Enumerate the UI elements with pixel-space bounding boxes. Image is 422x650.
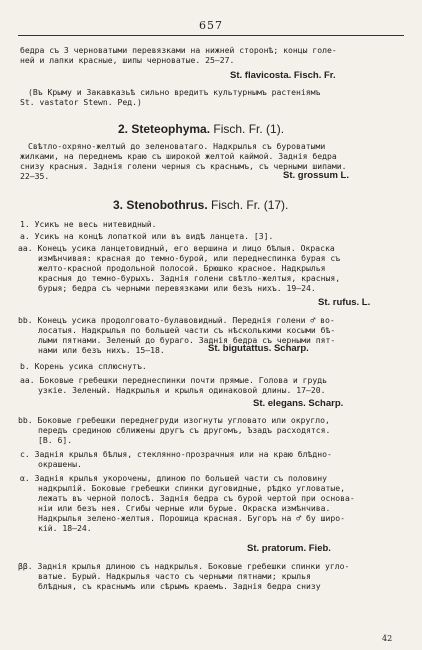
text-line: лыми пятнами. Зеленый до бураго. Заднія бедра съ черными пят- (38, 335, 336, 345)
text-line: нами или безъ нихъ. 15—18. (38, 345, 165, 355)
text-line: α. Заднія крылья укорочены, длиною по большей части съ половину (20, 473, 327, 483)
species-name: St. flavicosta. Fisch. Fr. (230, 70, 336, 81)
text-line: bb. Конецъ усика продолговато-булавовидный. Переднія голени ♂ во- (18, 315, 335, 325)
text-line: a. Усикъ на концѣ лопаткой или въ видѣ ланцета. [3]. (20, 231, 274, 241)
text-line: лосатыя. Надкрылья по большей части съ нѣсколькими косыми бѣ- (38, 325, 336, 335)
page-number: 657 (199, 19, 223, 32)
text-line: окрашены. (38, 459, 82, 469)
text-line: 1. Усикъ не весь нитевидный. (20, 219, 157, 229)
text-line: ней и лапки красные, шипы черноватые. 25—27. (20, 55, 235, 65)
text-line: ватые. Бурый. Надкрылья часто съ черными пятнами; крылья (38, 571, 311, 581)
text-line: передъ срединою сближены другъ съ другомъ, Ъзадъ расходятся. (38, 425, 331, 435)
text-line: бурыя; бедра съ черными перевязками или безъ нихъ. 19—24. (38, 283, 316, 293)
text-line: снизу красныя. Заднія голени черныя съ краснымъ, съ черными шипами. (20, 161, 347, 171)
species-name: St. elegans. Scharp. (253, 398, 344, 409)
header-rule (18, 35, 404, 36)
species-name: St. pratorum. Fieb. (247, 543, 331, 554)
species-name: St. rufus. L. (318, 297, 371, 308)
signature-mark: 42 (382, 634, 393, 643)
species-name: St. bigutattus. Scharp. (208, 343, 309, 354)
text-line: [B. 6]. (38, 435, 73, 445)
text-line: узкіе. Зеленый. Надкрылья и крылья одинаковой длины. 17—20. (38, 385, 326, 395)
text-line: aa. Конецъ усика ланцетовидный, его вершина и лицо бѣлыя. Окраска (18, 243, 335, 253)
text-line: Свѣтло-охряно-желтый до зеленоватаго. Надкрылья съ буроватыми (28, 141, 326, 151)
text-line: жилками, на переднемъ краю съ широкой желтой каймой. Заднія бедра (20, 151, 337, 161)
text-line: Надкрылья зелено-желтыя. Порошица красная. Бугоръ на ♂ бу широ- (38, 513, 345, 523)
text-line: бедра съ 3 черноватыми перевязками на нижней сторонѣ; концы голе- (20, 45, 337, 55)
text-line: кій. 18—24. (38, 523, 92, 533)
text-line: bb. Боковые гребешки переднегруди изогнуты угловато или округло, (18, 415, 330, 425)
text-line: 22—35. (20, 171, 50, 181)
text-line: (Въ Крыму и Закавказьѣ сильно вредитъ культурнымъ растеніямъ (28, 87, 321, 97)
text-line: St. vastator Stewn. Ред.) (20, 97, 142, 107)
text-line: красныя до темно-бурыхъ. Заднія голени свѣтло-желтыя, красныя, (38, 273, 341, 283)
text-line: надкрылій. Боковые гребешки спинки дуговидные, рѣдко угловатые, (38, 483, 345, 493)
text-line: c. Заднія крылья бѣлыя, стеклянно-прозрачныя или на краю блѣдно- (20, 449, 332, 459)
text-line: b. Корень усика сплюснутъ. (20, 361, 147, 371)
species-name: St. grossum L. (283, 170, 349, 181)
text-line: aa. Боковые гребешки переднеспинки почти прямые. Голова и грудь (20, 375, 327, 385)
text-line: измѣнчивая: красная до темно-бурой, или переднеспинка бурая съ (38, 253, 341, 263)
genus-heading: 3. Stenobothrus. Fisch. Fr. (17). (113, 198, 289, 212)
text-line: ніи или безъ нея. Сгибы черные или бурые. Окраска измѣнчива. (38, 503, 331, 513)
text-line: желто-красной продольной полосой. Брюшко красное. Надкрылья (38, 263, 326, 273)
text-line: ββ. Заднія крылья длиною съ надкрылья. Боковые гребешки спинки угло- (18, 561, 350, 571)
text-line: лежатъ въ черной полосѣ. Заднія бедра съ бурой чертой при основа- (38, 493, 355, 503)
genus-heading: 2. Steteophyma. Fisch. Fr. (1). (118, 122, 285, 136)
text-line: блѣдныя, съ краснымъ или сѣрымъ краемъ. Заднія бедра снизу (38, 581, 321, 591)
